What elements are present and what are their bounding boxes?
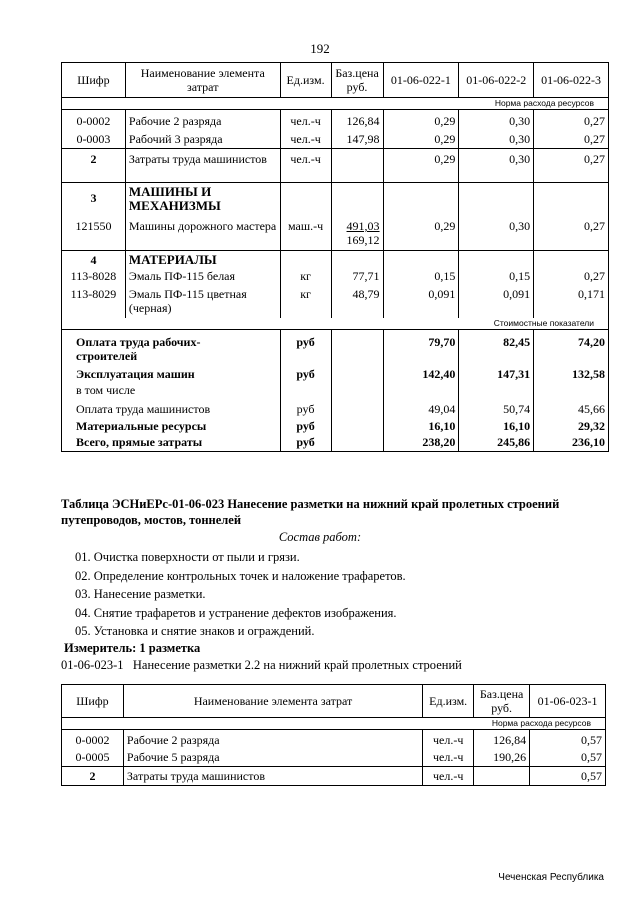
band-norm: Норма расхода ресурсов	[62, 98, 609, 110]
meter-label: Измеритель: 1 разметка	[64, 641, 201, 655]
table-header-row	[62, 685, 606, 718]
list-item: 02. Определение контрольных точек и наложение трафаретов.	[75, 568, 406, 583]
list-item: 01. Очистка поверхности от пыли и грязи.	[75, 550, 300, 564]
table-row: в том числе	[62, 381, 609, 397]
table-row: 0-0005 Рабочие 5 разряда чел.-ч 190,26 0,57	[62, 747, 606, 767]
table-row: 113-8028 Эмаль ПФ-115 белая кг 77,71 0,15 0,15 0,27	[62, 267, 609, 287]
header-col1: 01-06-023-1	[530, 685, 606, 718]
header-code: Шифр	[62, 685, 124, 718]
table-row: 121550 Машины дорожного мастера маш.-ч 491,03 169,12 0,29 0,30 0,27	[62, 219, 609, 251]
band-norm: Норма расхода ресурсов	[62, 718, 606, 730]
table-row: Материальные ресурсы руб 16,10 16,10 29,32	[62, 416, 609, 433]
table-header-row	[62, 63, 609, 98]
header-name: Наименование элемента затрат	[125, 63, 280, 98]
table-row: 2 Затраты труда машинистов чел.-ч 0,29 0,30 0,27	[62, 149, 609, 183]
header-price: Баз.цена руб.	[474, 685, 530, 718]
table-row: 113-8029 Эмаль ПФ-115 цветная (черная) кг 48,79 0,091 0,091 0,171	[62, 287, 609, 318]
list-item: 04. Снятие трафаретов и устранение дефектов изображения.	[75, 605, 397, 620]
table-row: 4 МАТЕРИАЛЫ	[62, 251, 609, 268]
table-row: 3 МАШИНЫ И МЕХАНИЗМЫ	[62, 183, 609, 220]
table-title: Таблица ЭСНиЕРс-01-06-023 Нанесение разметки на нижний край пролетных строений путепроводов, мостов, тоннелей	[61, 497, 560, 527]
table-row: Эксплуатация машин руб 142,40 147,31 132,58	[62, 363, 609, 381]
table-row: 0-0003 Рабочий 3 разряда чел.-ч 147,98 0,29 0,30 0,27	[62, 128, 609, 149]
header-name: Наименование элемента затрат	[123, 685, 422, 718]
header-col1: 01-06-022-1	[383, 63, 459, 98]
header-col3: 01-06-022-3	[534, 63, 609, 98]
header-col2: 01-06-022-2	[459, 63, 534, 98]
resource-table-023	[61, 684, 606, 786]
list-item: 03. Нанесение разметки.	[75, 587, 206, 601]
list-item: 05. Установка и снятие знаков и ограждений.	[75, 624, 315, 638]
works-list	[75, 548, 406, 641]
band-cost: Стоимостные показатели	[62, 318, 609, 330]
footer-region: Чеченская Республика	[498, 872, 604, 883]
table-row: 0-0002 Рабочие 2 разряда чел.-ч 126,84 0,29 0,30 0,27	[62, 110, 609, 129]
table-row: Оплата труда машинистов руб 49,04 50,74 45,66	[62, 397, 609, 416]
table-row: Оплата труда рабочих-строителей руб 79,70 82,45 74,20	[62, 330, 609, 364]
table-row: Всего, прямые затраты руб 238,20 245,86 236,10	[62, 433, 609, 452]
table-row: 0-0002 Рабочие 2 разряда чел.-ч 126,84 0,57	[62, 730, 606, 748]
works-title: Состав работ:	[278, 530, 362, 544]
header-code: Шифр	[62, 63, 126, 98]
header-unit: Ед.изм.	[423, 685, 474, 718]
measure-label: 01-06-023-1 Нанесение разметки 2.2 на нижний край пролетных строений	[61, 658, 462, 672]
resource-table-022	[61, 62, 609, 452]
page-number: 192	[310, 41, 330, 56]
header-unit: Ед.изм.	[280, 63, 331, 98]
table-row: 2 Затраты труда машинистов чел.-ч 0,57	[62, 767, 606, 786]
machine-price: 491,03	[346, 219, 380, 233]
header-price: Баз.цена руб.	[331, 63, 383, 98]
machine-price-secondary: 169,12	[346, 233, 380, 247]
